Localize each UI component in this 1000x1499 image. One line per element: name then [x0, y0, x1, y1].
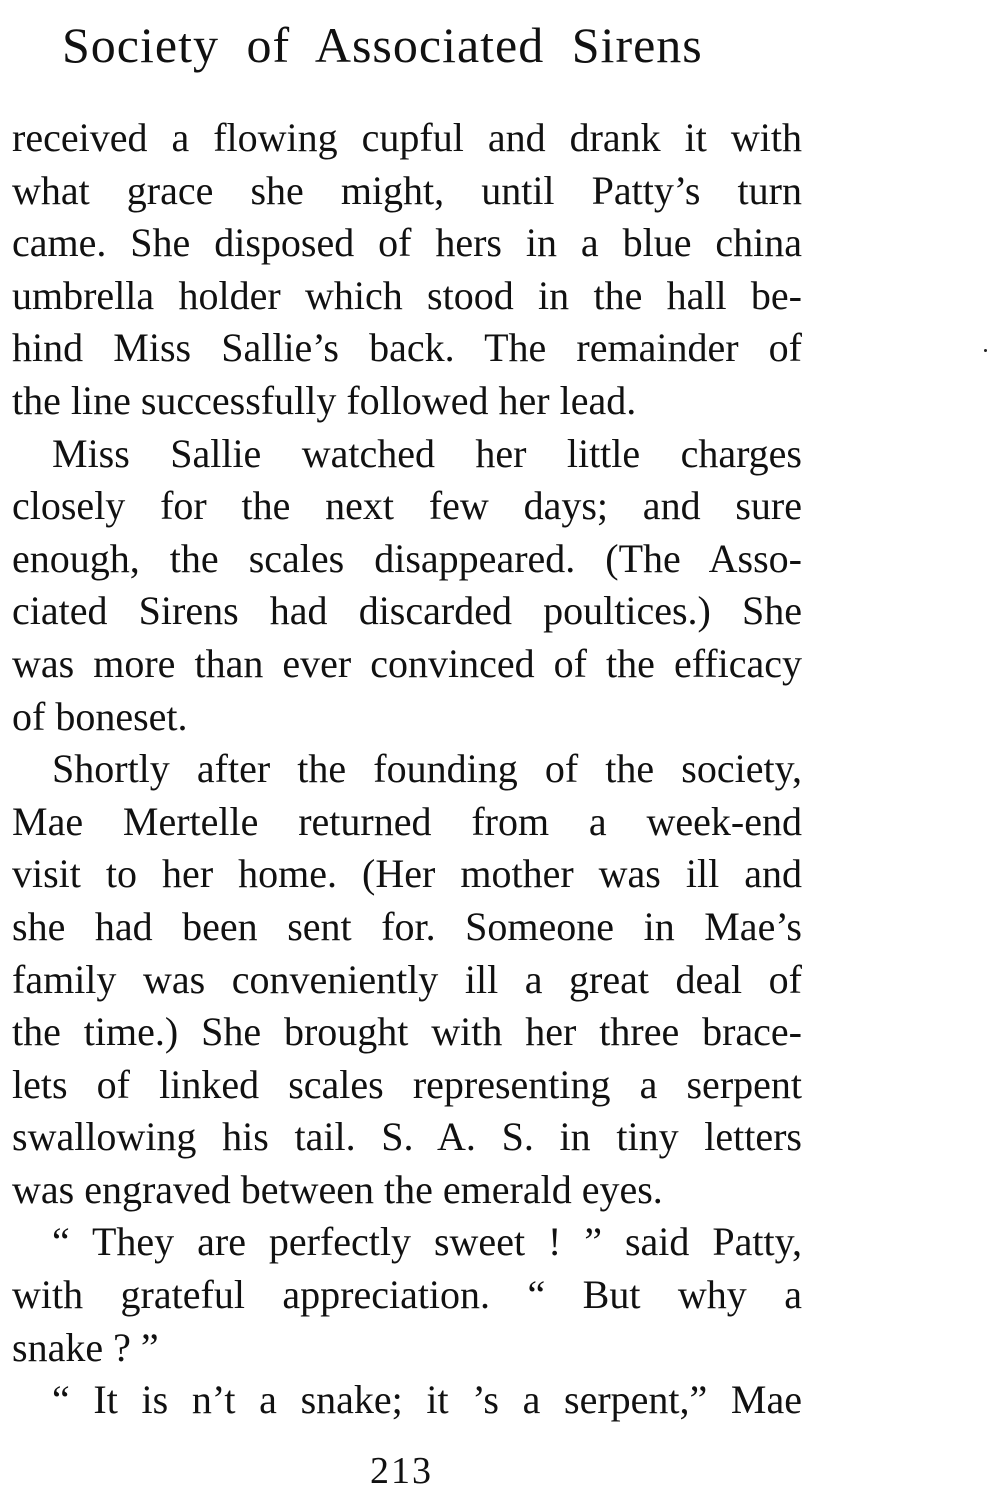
text-line: ciated Sirens had discarded poultices.) She	[12, 588, 802, 634]
text-line: came. She disposed of hers in a blue china	[12, 220, 802, 266]
running-head: Society of Associated Sirens	[62, 17, 703, 73]
text-line: enough, the scales disappeared. (The Asso-	[12, 535, 802, 581]
text-line: with grateful appreciation. “ But why a	[12, 1272, 802, 1318]
text-line: “ It is n’t a snake; it ’s a serpent,” Mae	[52, 1377, 802, 1423]
text-line: “ They are perfectly sweet ! ” said Patty,	[52, 1219, 802, 1265]
text-line: of boneset.	[12, 693, 188, 739]
text-line: lets of linked scales representing a serpent	[12, 1061, 802, 1107]
text-line: was more than ever convinced of the efficacy	[12, 640, 802, 686]
text-line: closely for the next few days; and sure	[12, 483, 802, 529]
text-line: umbrella holder which stood in the hall be-	[12, 272, 802, 318]
text-line: hind Miss Sallie’s back. The remainder of	[12, 325, 802, 371]
text-line: family was conveniently ill a great deal of	[12, 956, 802, 1002]
text-line: Miss Sallie watched her little charges	[52, 430, 802, 476]
text-line: the time.) She brought with her three brace-	[12, 1009, 802, 1055]
text-line: what grace she might, until Patty’s turn	[12, 167, 802, 213]
text-line: Shortly after the founding of the society,	[52, 746, 802, 792]
text-line: snake ? ”	[12, 1324, 159, 1370]
text-line: the line successfully followed her lead.	[12, 377, 637, 423]
text-line: Mae Mertelle returned from a week-end	[12, 798, 802, 844]
text-line: visit to her home. (Her mother was ill and	[12, 851, 802, 897]
body-text	[12, 112, 802, 1427]
text-line: swallowing his tail. S. A. S. in tiny letters	[12, 1114, 802, 1160]
ink-speck	[984, 349, 987, 352]
text-line: received a flowing cupful and drank it with	[12, 115, 802, 160]
text-line: she had been sent for. Someone in Mae’s	[12, 903, 802, 949]
text-line: was engraved between the emerald eyes.	[12, 1166, 663, 1212]
page-number: 213	[370, 1450, 433, 1492]
